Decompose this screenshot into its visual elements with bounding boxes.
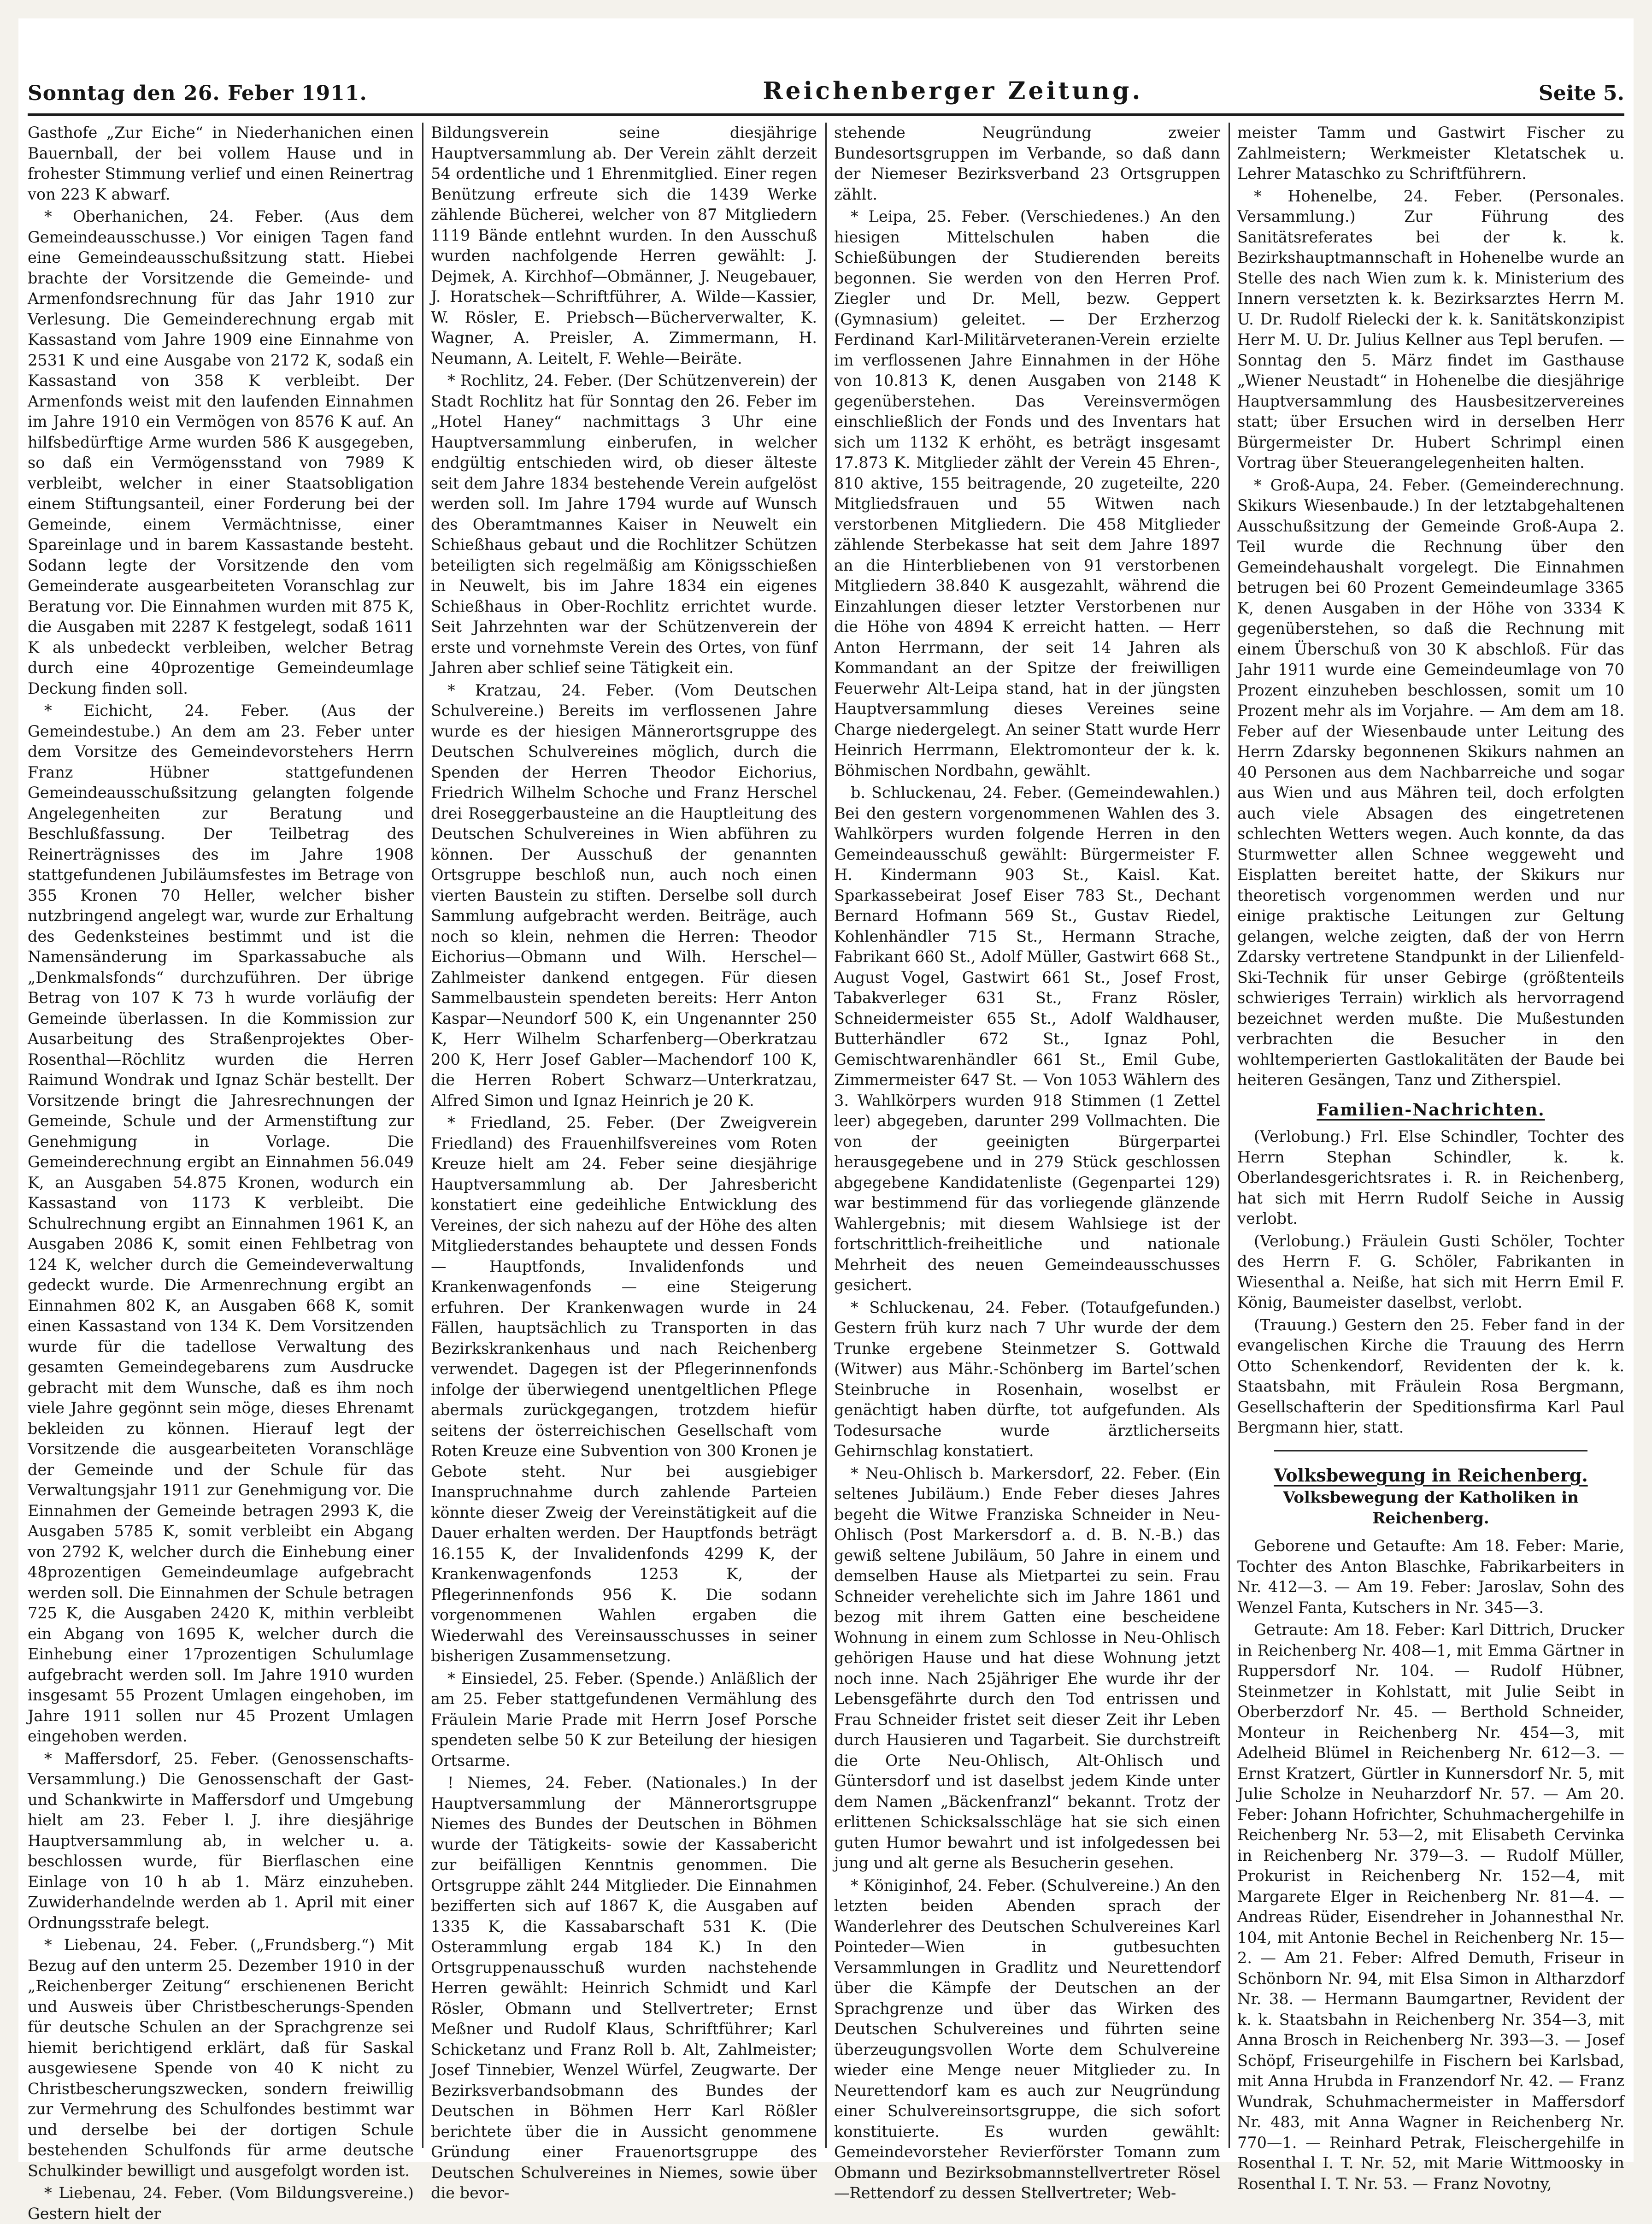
column-2 [431, 123, 817, 2202]
newspaper-page [18, 18, 1634, 2223]
article-maffersdorf: * Maffersdorf, 25. Feber. (Genossenschafts-Versammlung.) Die Genossenschaft der Gast- und Schankwirte in Maffersdorf und Umgebung hielt am 23. Feber l. J. ihre diesjährige Hauptversammlung ab, in welcher u. a. beschlossen wurde, für Bierflaschen eine Einlage von 10 h ab 1. März einzuheben. Zuwiderhandelnde werden ab 1. April mit einer Ordnungsstrafe belegt. [28, 1749, 414, 1932]
header-rule [28, 113, 1624, 116]
article-bildungsverein-cont: Bildungsverein seine diesjährige Hauptversammlung ab. Der Verein zählt derzeit 54 ordentliche und 1 Ehrenmitglied. Einer regen Benützung erfreute sich die 1439 Werke zählende Bücherei, welcher von 87 Mitgliedern 1119 Bände entlehnt wurden. In den Ausschuß wurden nachfolgende Herren gewählt: J. Dejmek, A. Kirchhof—Obmänner, J. Neugebauer, J. Horatschek—Schriftführer, A. Wilde—Kassier, W. Rösler, E. Priebsch—Bücherverwalter, K. Wagner, A. Preisler, A. Zimmermann, H. Neumann, A. Leitelt, F. Wehle—Beiräte. [431, 124, 817, 367]
article-niemes: ! Niemes, 24. Feber. (Nationales.) In der Hauptversammlung der Männerortsgruppe Niemes des Bundes der Deutschen in Böhmen wurde der Tätigkeits- sowie der Kassabericht zur beifälligen Kenntnis genommen. Die Ortsgruppe zählt 244 Mitglieder. Die Einnahmen bezifferten sich auf 1867 K, die Ausgaben auf 1335 K, die Kassabarschaft 531 K. (Die Osterammlung ergab 184 K.) In den Ortsgruppenausschuß wurden nachstehende Herren gewählt: Heinrich Schmidt und Karl Rösler, Obmann und Stellvertreter; Ernst Meßner und Rudolf Klaus, Schriftführer; Karl Schicketanz und Franz Roll b. Alt, Zahlmeister; Josef Tinnebier, Wenzel Würfel, Zeugwarte. Der Bezirksverbandsobmann des Bundes der Deutschen in Böhmen Herr Karl Rößler berichtete über die in Aussicht genommene Gründung einer Frauenortsgruppe des Deutschen Schulvereines in Niemes, sowie über die bevor- [431, 1774, 817, 2202]
article-friedland: * Friedland, 25. Feber. (Der Zweigverein Friedland) des Frauenhilfsvereines vom Roten Kreuze hielt am 24. Feber seine diesjährige Hauptversammlung ab. Der Jahresbericht konstatiert eine gedeihliche Entwicklung des Vereines, der sich nahezu auf der Höhe des alten Mitgliederstandes behauptete und dessen Fonds — Hauptfonds, Invalidenfonds und Krankenwagenfonds — eine Steigerung erfuhren. Der Krankenwagen wurde in 24 Fällen, hauptsächlich zu Transporten in das Bezirkskrankenhaus und nach Reichenberg verwendet. Dagegen ist der Pflegerinnenfonds infolge der überwiegend unentgeltlichen Pflege abermals zurückgegangen, trotzdem hiefür seitens der österreichischen Gesellschaft vom Roten Kreuze eine Subvention von 300 Kronen je Gebote steht. Nur bei ausgiebiger Inanspruchnahme durch zahlende Parteien könnte dieser Zweig der Vereinstätigkeit auf die Dauer erhalten werden. Der Hauptfonds beträgt 16.155 K, der Invalidenfonds 4299 K, der Krankenwagenfonds 1253 K, der Pflegerinnenfonds 956 K. Die sodann vorgenommenen Wahlen ergaben die Wiederwahl des Vereinsausschusses in seiner bisherigen Zusammensetzung. [431, 1114, 817, 1665]
marriages-list: Getraute: Am 18. Feber: Karl Dittrich, Drucker in Reichenberg Nr. 408—1, mit Emma Gärtner in Ruppersdorf Nr. 104. — Rudolf Hübner, Steinmetzer in Kohlstatt, mit Julie Seibt in Oberberzdorf Nr. 45. — Berthold Schneider, Monteur in Reichenberg Nr. 454—3, mit Adelheid Blümel in Reichenberg Nr. 612—3. — Ernst Kratzert, Gürtler in Kunnersdorf Nr. 5, mit Julie Scholze in Neuharzdorf Nr. 57. — Am 20. Feber: Johann Hofrichter, Schuhmachergehilfe in Reichenberg Nr. 53—2, mit Elisabeth Cervinka in Reichenberg Nr. 379—3. — Rudolf Müller, Prokurist in Reichenberg Nr. 152—4, mit Margarete Elger in Reichenberg Nr. 81—4. — Andreas Rüder, Eisendreher in Johannesthal Nr. 104, mit Antonie Bechel in Reichenberg Nr. 15—2. — Am 21. Feber: Alfred Demuth, Friseur in Schönborn Nr. 94, mit Elsa Simon in Altharzdorf Nr. 38. — Hermann Baumgartner, Revident der k. k. Staatsbahn in Reichenberg Nr. 354—3, mit Anna Brosch in Reichenberg Nr. 393—3. — Josef Schöpf, Friseurgehilfe in Fischern bei Karlsbad, mit Anna Hrubda in Franzendorf Nr. 42. — Franz Wundrak, Schuhmachermeister in Maffersdorf Nr. 483, mit Anna Wagner in Reichenberg Nr. 770—1. — Reinhard Petrak, Fleischergehilfe in Rosenthal I. T. Nr. 52, mit Marie Wittmoosky in Rosenthal I. T. Nr. 53. — Franz Novotny, [1237, 1621, 1624, 2193]
article-neu-ohlisch: * Neu-Ohlisch b. Markersdorf, 22. Feber. (Ein seltenes Jubiläum.) Ende Feber dieses Jahres begeht die Witwe Franziska Schneider in Neu-Ohlisch (Post Markersdorf a. d. B. N.-B.) das gewiß seltene Jubiläum, 50 Jahre in einem und demselben Hause als Mietpartei zu sein. Frau Schneider verehelichte sich im Jahre 1861 und bezog mit ihrem Gatten eine bescheidene Wohnung in einem zum Schlosse in Neu-Ohlisch gehörigen Hause und hat diese Wohnung jetzt noch inne. Nach 25jähriger Ehe wurde ihr der Lebensgefährte durch den Tod entrissen und Frau Schneider fristet seit dieser Zeit ihr Leben durch Hausieren und Tagarbeit. Sie durchstreift die Orte Neu-Ohlisch, Alt-Ohlisch und Güntersdorf und ist daselbst jedem Kinde unter dem Namen „Bäckenfranzl“ bekannt. Trotz der erlittenen Schicksalsschläge hat sie sich einen guten Humor bewahrt und ist infolgedessen bei jung und alt gerne als Besucherin gesehen. [834, 1464, 1220, 1872]
column-divider [422, 123, 423, 2148]
page-header [28, 18, 1624, 111]
column-1 [28, 123, 414, 2223]
article-koeniginhof: * Königinhof, 24. Feber. (Schulvereine.) An den letzten beiden Abenden sprach der Wanderlehrer des Deutschen Schulvereines Karl Pointeder—Wien in gutbesuchten Versammlungen in Gradlitz und Neurettendorf über die Kämpfe der Deutschen an der Sprachgrenze und über das Wirken des Deutschen Schulvereines und führten seine überzeugungsvollen Worte dem Schulvereine wieder eine Menge neuer Mitglieder zu. In Neurettendorf kam es auch zur Neugründung einer Schulvereinsortsgruppe, die sich sofort konstituierte. Es wurden gewählt: Gemeindevorsteher Revierförster Tomann zum Obmann und Bezirksobmannstellvertreter Rösel —Rettendorf zu dessen Stellvertreter; Web- [834, 1876, 1220, 2202]
article-koeniginhof-cont: meister Tamm und Gastwirt Fischer zu Zahlmeistern; Werkmeister Kletatschek u. Lehrer Mataschko zu Schriftführern. [1237, 124, 1624, 183]
article-schluckenau-wahlen: b. Schluckenau, 24. Feber. (Gemeindewahlen.) Bei den gestern vorgenommenen Wahlen des 3. Wahlkörpers wurden folgende Herren in den Gemeindeausschuß gewählt: Bürgermeister F. H. Kindermann 903 St., Kaisl. Kat. Sparkassebeirat Josef Eiser 783 St., Dechant Bernard Hofmann 569 St., Gustav Riedel, Kohlenhändler 715 St., Hermann Strache, Fabrikant 660 St., Adolf Müller, Gastwirt 668 St., August Vogel, Gastwirt 661 St., Josef Frost, Tabakverleger 631 St., Franz Rösler, Schneidermeister 655 St., Adolf Waldhauser, Butterhändler 672 St., Ignaz Pohl, Gemischtwarenhändler 661 St., Emil Gube, Zimmermeister 647 St. — Von 1053 Wählern des 3. Wahlkörpers wurden 918 Stimmen (1 Zettel leer) abgegeben, darunter 299 Vollmachten. Die von der geeinigten Bürgerpartei herausgegebene und in 279 Stück geschlossen abgegebene Kandidatenliste (Gegenpartei 129) war bestimmend für das vorliegende glänzende Wahlergebnis; mit diesem Wahlsiege ist der fortschrittlich-freiheitliche und nationale Mehrheit des neuen Gemeindeausschusses gesichert. [834, 784, 1220, 1294]
article-niemes-cont: stehende Neugründung zweier Bundesortsgruppen im Verbande, so daß dann der Niemeser Bezirksverband 23 Ortsgruppen zählt. [834, 124, 1220, 203]
family-notice: (Verlobung.) Fräulein Gusti Schöler, Tochter des Herrn F. G. Schöler, Fabrikanten in Wiesenthal a. Neiße, hat sich mit Herrn Emil F. König, Baumeister daselbst, verlobt. [1237, 1232, 1624, 1311]
article-eichicht: * Eichicht, 24. Feber. (Aus der Gemeindestube.) An dem am 23. Feber unter dem Vorsitze des Gemeindevorstehers Herrn Franz Hübner stattgefundenen Gemeindeausschußsitzung gelangten folgende Angelegenheiten zur Beratung und Beschlußfassung. Der Teilbetrag des Reinerträgnisses des im Jahre 1908 stattgefundenen Jubiläumsfestes im Betrage von 355 Kronen 70 Heller, welcher bisher nutzbringend angelegt war, wurde zur Erhaltung des Gedenksteines bestimmt und ist die Namensänderung im Sparkassabuche als „Denkmalsfonds“ durchzuführen. Der übrige Betrag von 107 K 73 h wurde vorläufig der Gemeinde überlassen. In die Kommission zur Ausarbeitung des Straßenprojektes Ober-Rosenthal—Röchlitz wurden die Herren Raimund Wondrak und Ignaz Schär bestellt. Der Vorsitzende bringt die Jahresrechnungen der Gemeinde, Schule und der Armenstiftung zur Genehmigung in Vorlage. Die Gemeinderechnung ergibt an Einnahmen 56.049 K, an Ausgaben 54.875 Kronen, wodurch ein Kassastand von 1173 K verbleibt. Die Schulrechnung ergibt an Einnahmen 1961 K, an Ausgaben 2086 K, somit einen Fehlbetrag von 124 K, welcher durch die Gemeindeverwaltung gedeckt wurde. Die Armenrechnung ergibt an Einnahmen 802 K, an Ausgaben 668 K, somit einen Kassastand von 134 K. Dem Vorsitzenden wurde für die tadellose Verwaltung des gesamten Gemeindegebarens zum Ausdrucke gebracht mit dem Wunsche, daß es ihm noch viele Jahre gegönnt sein möge, dieses Ehrenamt bekleiden zu können. Hierauf legt der Vorsitzende die ausgearbeiteten Voranschläge der Gemeinde und der Schule für das Verwaltungsjahr 1911 zur Genehmigung vor. Die Einnahmen der Gemeinde betragen 2993 K, die Ausgaben 5785 K, somit verbleibt ein Abgang von 2792 K, welcher durch die Einhebung einer 48prozentigen Gemeindeumlage aufgebracht werden soll. Die Einnahmen der Schule betragen 725 K, die Ausgaben 2420 K, mithin verbleibt ein Abgang von 1695 K, welcher durch die Einhebung einer 17prozentigen Schulumlage aufgebracht werden soll. Im Jahre 1910 wurden insgesamt 55 Prozent Umlagen eingehoben, im Jahre 1911 sollen nur 45 Prozent Umlagen eingehoben werden. [28, 702, 414, 1745]
vital-stats-heading: Volksbewegung in Reichenberg. [1274, 1464, 1588, 1486]
article-liebenau-frundsberg: * Liebenau, 24. Feber. („Frundsberg.“) Mit Bezug auf den unterm 25. Dezember 1910 in der „Reichenberger Zeitung“ erschienenen Bericht und Ausweis über Christbescherungs-Spenden für deutsche Schulen an der Sprachgrenze sei hiemit berichtigend erklärt, daß für Saskal ausgewiesene Spende von 40 K nicht zu Christbescherungszwecken, sondern freiwillig zur Vermehrung des Schulfondes bestimmt war und derselbe bei der dortigen Schule bestehenden Schulfonds für arme deutsche Schulkinder bewilligt und ausgefolgt worden ist. [28, 1936, 414, 2180]
article-hohenelbe: * Hohenelbe, 24. Feber. (Personales. Versammlung.) Zur Führung des Sanitätsreferates bei der k. k. Bezirkshauptmannschaft in Hohenelbe wurde an Stelle des nach Wien zum k. k. Ministerium des Innern versetzten k. k. Bezirksarztes Herrn M. U. Dr. Rudolf Rielecki der k. k. Sanitätskonzipist Herr M. U. Dr. Julius Kellner aus Tepl berufen. — Sonntag den 5. März findet im Gasthause „Wiener Neustadt“ in Hohenelbe die diesjährige Hauptversammlung des Hausbesitzervereines statt; über Ersuchen wird in derselben Herr Bürgermeister Dr. Hubert Schrimpl einen Vortrag über Steuerangelegenheiten halten. [1237, 187, 1624, 472]
family-notice: (Verlobung.) Frl. Else Schindler, Tochter des Herrn Stephan Schindler, k. k. Oberlandesgerichtsrates i. R. in Reichenberg, hat sich mit Herrn Rudolf Seiche in Aussig verlobt. [1237, 1127, 1624, 1227]
column-4 [1237, 123, 1624, 2193]
article-schluckenau-totaufgefunden: * Schluckenau, 24. Feber. (Totaufgefunden.) Gestern früh kurz nach 7 Uhr wurde der dem Trunke ergebene Steinmetzer S. Gottwald (Witwer) aus Mähr.-Schönberg im Bartel’schen Steinbruche in Rosenhain, woselbst er genächtigt haben dürfte, tot aufgefunden. Als Todesursache wurde ärztlicherseits Gehirnschlag konstatiert. [834, 1298, 1220, 1460]
article-continuation: Gasthofe „Zur Eiche“ in Niederhanichen einen Bauernball, der bei vollem Hause und in frohester Stimmung verlief und einen Reinertrag von 223 K abwarf. [28, 124, 414, 203]
article-rochlitz: * Rochlitz, 24. Feber. (Der Schützenverein) der Stadt Rochlitz hat für Sonntag den 26. Feber im „Hotel Haney“ nachmittags 3 Uhr eine Hauptversammlung einberufen, in welcher endgültig entschieden wird, ob dieser älteste seit dem Jahre 1834 bestehende Verein aufgelöst werden soll. Im Jahre 1794 wurde auf Wunsch des Oberamtmannes Kaiser in Neuwelt ein Schießhaus gebaut und die Rochlitzer Schützen beteiligten sich regelmäßig am Königsschießen in Neuwelt, bis im Jahre 1834 ein eigenes Schießhaus in Ober-Rochlitz errichtet wurde. Seit Jahrzehnten war der Schützenverein der erste und vornehmste Verein des Ortes, von fünf Jahren aber schlief seine Tätigkeit ein. [431, 372, 817, 677]
header-date: Sonntag den 26. Feber 1911. [28, 82, 367, 105]
article-oberhanichen: * Oberhanichen, 24. Feber. (Aus dem Gemeindeausschusse.) Vor einigen Tagen fand eine Gemeindeausschußsitzung statt. Hiebei brachte der Vorsitzende die Gemeinde- und Armenfondsrechnung für das Jahr 1910 zur Verlesung. Die Gemeinderechnung ergab mit Kassastand vom Jahre 1909 eine Einnahme von 2531 K und eine Ausgabe von 2172 K, sodaß ein Kassastand von 358 K verbleibt. Der Armenfonds weist mit den laufenden Einnahmen im Jahre 1910 ein Vermögen von 8576 K auf. An hilfsbedürftige Arme wurden 586 K ausgegeben, so daß ein Vermögensstand von 7989 K verbleibt, welcher in einer Staatsobligation einem Stiftungsanteil, einer Forderung bei der Gemeinde, einem Vermächtnisse, einer Spareinlage und in barem Kassastande besteht. Sodann legte der Vorsitzende den vom Gemeinderate ausgearbeiteten Voranschlag zur Beratung vor. Die Einnahmen wurden mit 875 K, die Ausgaben mit 2287 K festgelegt, sodaß 1611 K als unbedeckt verbleiben, welcher Betrag durch eine 40prozentige Gemeindeumlage Deckung finden soll. [28, 207, 414, 697]
births-list: Geborene und Getaufte: Am 18. Feber: Marie, Tochter des Anton Blaschke, Fabrikarbeiters in Nr. 412—3. — Am 19. Feber: Jaroslav, Sohn des Wenzel Fanta, Kutschers in Nr. 345—3. [1237, 1537, 1624, 1616]
article-einsiedel: * Einsiedel, 25. Feber. (Spende.) Anläßlich der am 25. Feber stattgefundenen Vermählung des Fräulein Marie Prade mit Herrn Josef Porsche spendeten selbe 50 K zur Beteilung der hiesigen Ortsarme. [431, 1669, 817, 1770]
article-leipa: * Leipa, 25. Feber. (Verschiedenes.) An den hiesigen Mittelschulen haben die Schießübungen der Studierenden bereits begonnen. Sie werden von den Herren Prof. Ziegler und Dr. Mell, bezw. Geppert (Gymnasium) geleitet. — Der Erzherzog Ferdinand Karl-Militärveteranen-Verein erzielte im verflossenen Jahre Einnahmen in der Höhe von 10.813 K, denen Ausgaben von 2148 K gegenüberstehen. Das Vereinsvermögen einschließlich der Fonds und des Inventars hat sich um 1132 K erhöht, es beträgt insgesamt 17.873 K. Mitglieder zählt der Verein 45 Ehren-, 810 aktive, 155 beitragende, 20 zugeteilte, 220 Mitgliedsfrauen und 55 Witwen nach verstorbenen Mitgliedern. Die 458 Mitglieder zählende Sterbekasse hat seit dem Jahre 1897 an die Hinterbliebenen von 91 verstorbenen Mitgliedern 38.840 K ausgezahlt, während die Einzahlungen dieser letzter Verstorbenen nur die Höhe von 4894 K erreicht hatten. — Herr Anton Herrmann, der seit 14 Jahren als Kommandant an der Spitze der freiwilligen Feuerwehr Alt-Leipa stand, hat in der jüngsten Hauptversammlung dieses Vereines seine Charge niedergelegt. An seiner Statt wurde Herr Heinrich Herrmann, Elektromonteur der k. k. Böhmischen Nordbahn, gewählt. [834, 207, 1220, 779]
article-columns [28, 123, 1624, 2223]
column-divider [1229, 123, 1230, 2148]
newspaper-title: Reichenberger Zeitung. [763, 77, 1143, 105]
family-news-heading: Familien-Nachrichten. [1317, 1100, 1545, 1120]
article-liebenau-bildungsverein: * Liebenau, 24. Feber. (Vom Bildungsvereine.) Gestern hielt der [28, 2184, 414, 2223]
section-divider [1274, 1450, 1587, 1451]
page-number: Seite 5. [1538, 82, 1624, 105]
column-divider [825, 123, 827, 2148]
family-notice: (Trauung.) Gestern den 25. Feber fand in der evangelischen Kirche die Trauung des Herrn Otto Schenkendorf, Revidenten der k. k. Staatsbahn, mit Fräulein Rosa Bergmann, Gesellschafterin der Speditionsfirma Karl Paul Bergmann hier, statt. [1237, 1316, 1624, 1436]
article-gross-aupa: * Groß-Aupa, 24. Feber. (Gemeinderechnung. Skikurs Wiesenbaude.) In der letztabgehaltenen Ausschußsitzung der Gemeinde Groß-Aupa 2. Teil wurde die Rechnung über den Gemeindehaushalt vorgelegt. Die Einnahmen betrugen bei 60 Prozent Gemeindeumlage 3365 K, denen Ausgaben in der Höhe von 3334 K gegenüberstehen, so daß die Rechnung mit einem Überschuß von 30 K abschloß. Für das Jahr 1911 wurde eine Gemeindeumlage von 70 Prozent einzuheben beschlossen, somit um 10 Prozent mehr als im Vorjahre. — Am dem am 18. Feber auf der Wiesenbaude unter Leitung des Herrn Zdarsky begonnenen Skikurs nahmen an 40 Personen aus dem Nachbarreiche und sogar aus Wien und aus Mähren teil, doch erfolgten auch viele Absagen des eingetretenen schlechten Wetters wegen. Auch konnte, da das Sturmwetter allen Schnee weggeweht und Eisplatten bereitet hatte, der Skikurs nur theoretisch vorgenommen werden und nur einige praktische Leitungen zur Geltung gelangen, welche zeigten, daß der von Herrn Zdarsky vertretene Standpunkt in der Lilienfeld-Ski-Technik für unser Gebirge (größtenteils schwieriges Terrain) wirklich als hervorragend bezeichnet werden mußte. Die Mußestunden verbrachten die Besucher in den wohltemperierten Gastlokalitäten der Baude bei heiteren Gesängen, Tanz und Zitherspiel. [1237, 476, 1624, 1089]
article-kratzau: * Kratzau, 24. Feber. (Vom Deutschen Schulvereine.) Bereits im verflossenen Jahre wurde es der hiesigen Männerortsgruppe des Deutschen Schulvereines möglich, durch die Spenden der Herren Theodor Eichorius, Friedrich Wilhelm Schoche und Franz Herschel drei Roseggerbausteine an die Hauptleitung des Deutschen Schulvereines in Wien abführen zu können. Der Ausschuß der genannten Ortsgruppe beschloß nun, auch noch einen vierten Baustein zu stiften. Derselbe soll durch Sammlung aufgebracht werden. Beiträge, auch noch so klein, nehmen die Herren: Theodor Eichorius—Obmann und Wilh. Herschel—Zahlmeister dankend entgegen. Für diesen Sammelbaustein spendeten bereits: Herr Anton Kaspar—Neundorf 500 K, ein Ungenannter 250 K, Herr Wilhelm Scharfenberg—Oberkratzau 200 K, Herr Josef Gabler—Machendorf 100 K, die Herren Robert Schwarz—Unterkratzau, Alfred Simon und Ignaz Heinrich je 20 K. [431, 681, 817, 1109]
vital-stats-subheading: Volksbewegung der Katholiken in Reichenberg. [1283, 1488, 1579, 1528]
column-3 [834, 123, 1220, 2202]
